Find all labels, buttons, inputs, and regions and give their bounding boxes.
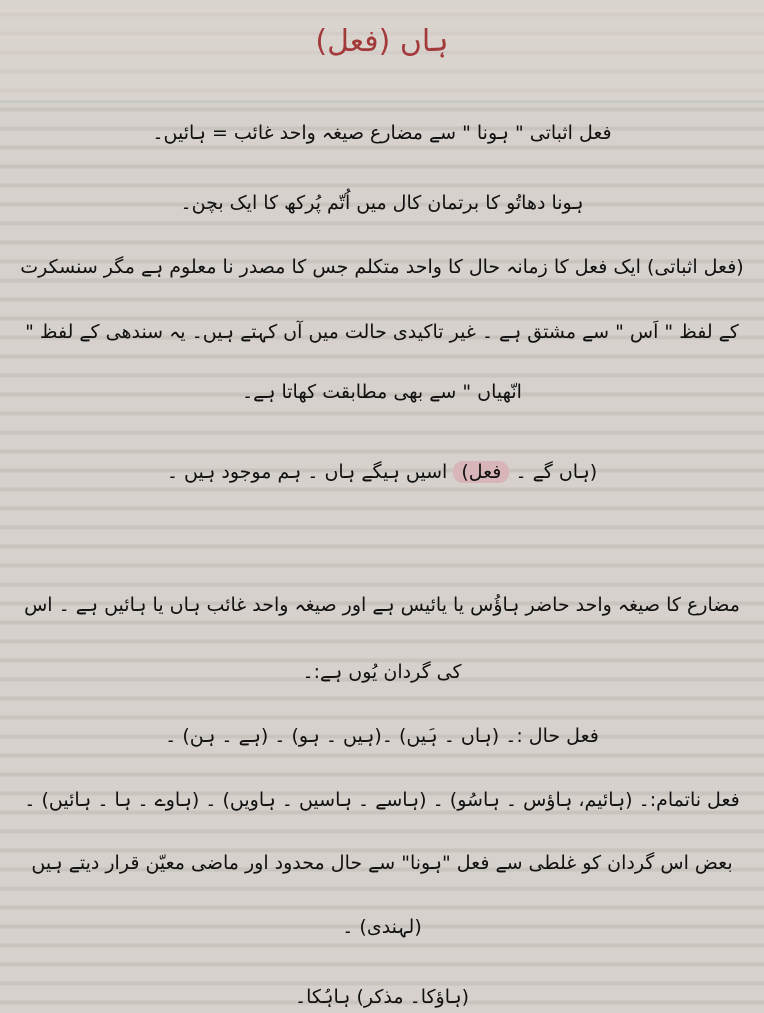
paragraph-line: کی گردان یُوں ہے:۔ xyxy=(302,661,462,683)
paragraph-line: فعل اثباتی " ہونا " سے مضارع صیغہ واحد غائب = ہائیں۔ xyxy=(152,122,612,144)
conjugation-imperfect: فعل ناتمام:۔ (ہائیم، ہاؤس ۔ ہاسُو) ۔ (ہاسے ۔ ہاسیں ۔ ہاویں) ۔ (ہاوے ۔ ہا ۔ ہائیں) ۔ xyxy=(24,789,740,811)
example-part1: (ہاں گے ۔ xyxy=(515,461,598,483)
paragraph-line: بعض اس گردان کو غلطی سے فعل "ہونا" سے حال محدود اور ماضی معیّن قرار دیتے ہیں xyxy=(31,852,733,874)
example-part2: اسیں ہیگے ہاں ۔ ہم موجود ہیں ۔ xyxy=(166,461,448,483)
paragraph-line: ہونا دھاتُو کا برتمان کال میں اُتّم پُرکھ کا ایک بچن۔ xyxy=(180,192,584,214)
paragraph-line: (ہاؤکا۔ مذکر) ہاہُکا۔ xyxy=(294,986,470,1008)
header-band xyxy=(0,0,764,100)
example-line xyxy=(20,456,744,589)
page-title: ہاں (فعل) xyxy=(315,24,449,59)
paragraph-line: (فعل اثباتی) ایک فعل کا زمانہ حال کا واحد متکلم جس کا مصدر نا معلوم ہے مگر سنسکرت xyxy=(20,256,744,278)
highlighted-term: فعل) xyxy=(453,461,509,483)
paragraph-line: کے لفظ " اَس " سے مشتق ہے ۔ غیر تاکیدی حالت میں آں کہتے ہیں۔ یہ سندھی کے لفظ " xyxy=(25,321,739,343)
paragraph-line: (لہندی) ۔ xyxy=(342,916,422,938)
conjugation-present: فعل حال :۔ (ہاں ۔ ہَیں) ۔(ہیں ۔ ہو) ۔ (ہے ۔ ہن) ۔ xyxy=(165,725,599,747)
paragraph-line: انّھیاں " سے بھی مطابقت کھاتا ہے۔ xyxy=(242,381,522,403)
article-body xyxy=(20,103,744,1013)
paragraph-line: مضارع کا صیغہ واحد حاضر ہاؤُس یا یائیس ہے اور صیغہ واحد غائب ہاں یا ہائیں ہے ۔ اس xyxy=(24,594,740,616)
